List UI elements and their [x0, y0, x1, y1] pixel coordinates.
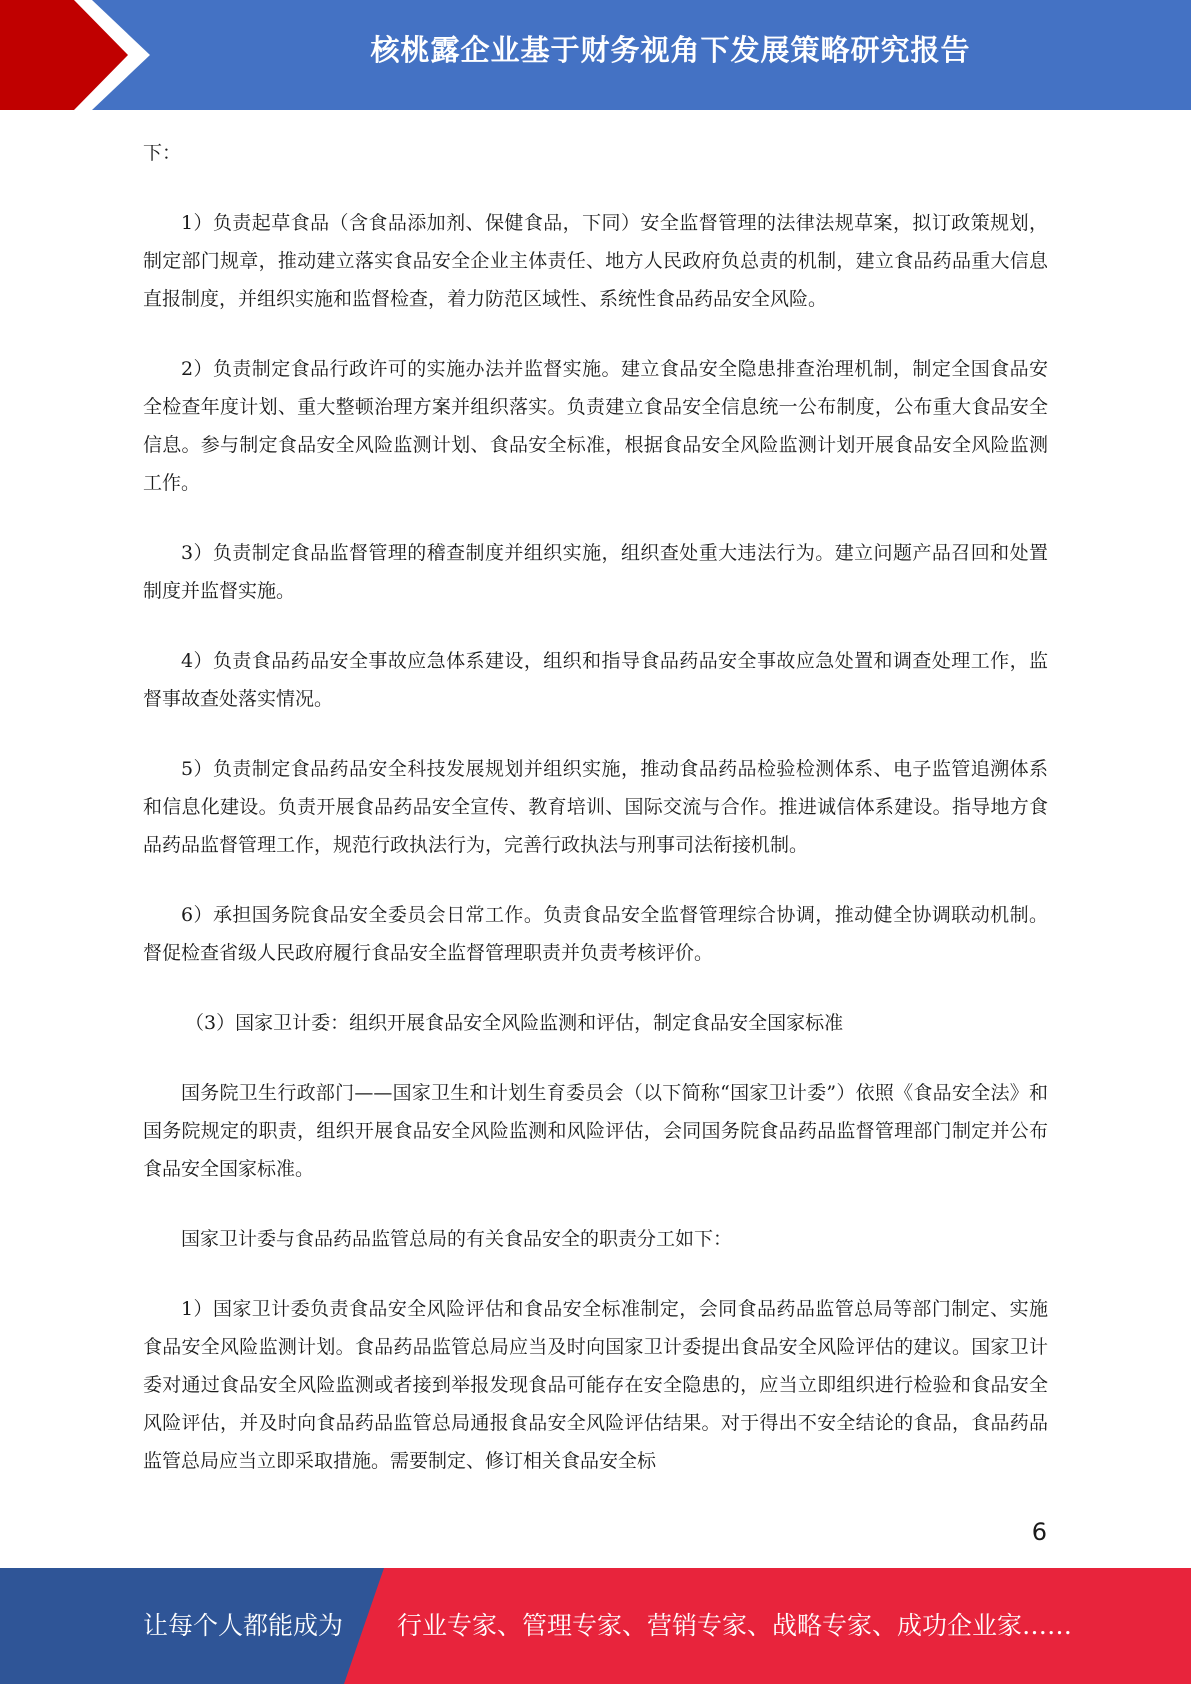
header-banner	[0, 0, 1191, 110]
paragraph-division: 国家卫计委与食品药品监管总局的有关食品安全的职责分工如下：	[181, 1228, 733, 1250]
paragraph-duty-1: 1）国家卫计委负责食品安全风险评估和食品安全标准制定，会同食品药品监管总局等部门制定、实施食品安全风险监测计划。食品药品监管总局应当及时向国家卫计委提出食品安全风险评估的建议。国家卫计委对通过食品安全风险监测或者接到举报发现食品可能存在安全隐患的，应当立即组织进行检验和食品安全风险评估，并及时向食品药品监管总局通报食品安全风险评估结果。对于得出不安全结论的食品，食品药品监管总局应当立即采取措施。需要制定、修订相关食品安全标	[143, 1298, 1048, 1472]
paragraph-item-5: 5）负责制定食品药品安全科技发展规划并组织实施，推动食品药品检验检测体系、电子监管追溯体系和信息化建设。负责开展食品药品安全宣传、教育培训、国际交流与合作。推进诚信体系建设。指导地方食品药品监督管理工作，规范行政执法行为，完善行政执法与刑事司法衔接机制。	[143, 758, 1048, 856]
document-body	[143, 134, 1048, 1512]
paragraph-continuation: 下：	[143, 142, 182, 164]
section-subheading: （3）国家卫计委：组织开展食品安全风险监测和评估，制定食品安全国家标准	[185, 1012, 844, 1034]
paragraph-intro: 国务院卫生行政部门——国家卫生和计划生育委员会（以下简称“国家卫计委”）依照《食品安全法》和国务院规定的职责，组织开展食品安全风险监测和风险评估，会同国务院食品药品监督管理部门制定并公布食品安全国家标准。	[143, 1082, 1048, 1180]
paragraph-item-4: 4）负责食品药品安全事故应急体系建设，组织和指导食品药品安全事故应急处置和调查处理工作，监督事故查处落实情况。	[143, 650, 1048, 710]
footer-banner	[0, 1568, 1191, 1684]
paragraph-item-2: 2）负责制定食品行政许可的实施办法并监督实施。建立食品安全隐患排查治理机制，制定全国食品安全检查年度计划、重大整顿治理方案并组织落实。负责建立食品安全信息统一公布制度，公布重大食品安全信息。参与制定食品安全风险监测计划、食品安全标准，根据食品安全风险监测计划开展食品安全风险监测工作。	[143, 358, 1048, 494]
footer-slogan-right: 行业专家、管理专家、营销专家、战略专家、成功企业家……	[397, 1611, 1073, 1640]
report-title: 核桃露企业基于财务视角下发展策略研究报告	[370, 33, 971, 67]
paragraph-item-1: 1）负责起草食品（含食品添加剂、保健食品，下同）安全监督管理的法律法规草案，拟订政策规划，制定部门规章，推动建立落实食品安全企业主体责任、地方人民政府负总责的机制，建立食品药品重大信息直报制度，并组织实施和监督检查，着力防范区域性、系统性食品药品安全风险。	[143, 212, 1048, 310]
page-number: 6	[1031, 1518, 1047, 1546]
paragraph-item-3: 3）负责制定食品监督管理的稽查制度并组织实施，组织查处重大违法行为。建立问题产品召回和处置制度并监督实施。	[143, 542, 1048, 602]
footer-slogan-left: 让每个人都能成为	[143, 1611, 344, 1640]
paragraph-item-6: 6）承担国务院食品安全委员会日常工作。负责食品安全监督管理综合协调，推动健全协调联动机制。督促检查省级人民政府履行食品安全监督管理职责并负责考核评价。	[143, 904, 1048, 964]
